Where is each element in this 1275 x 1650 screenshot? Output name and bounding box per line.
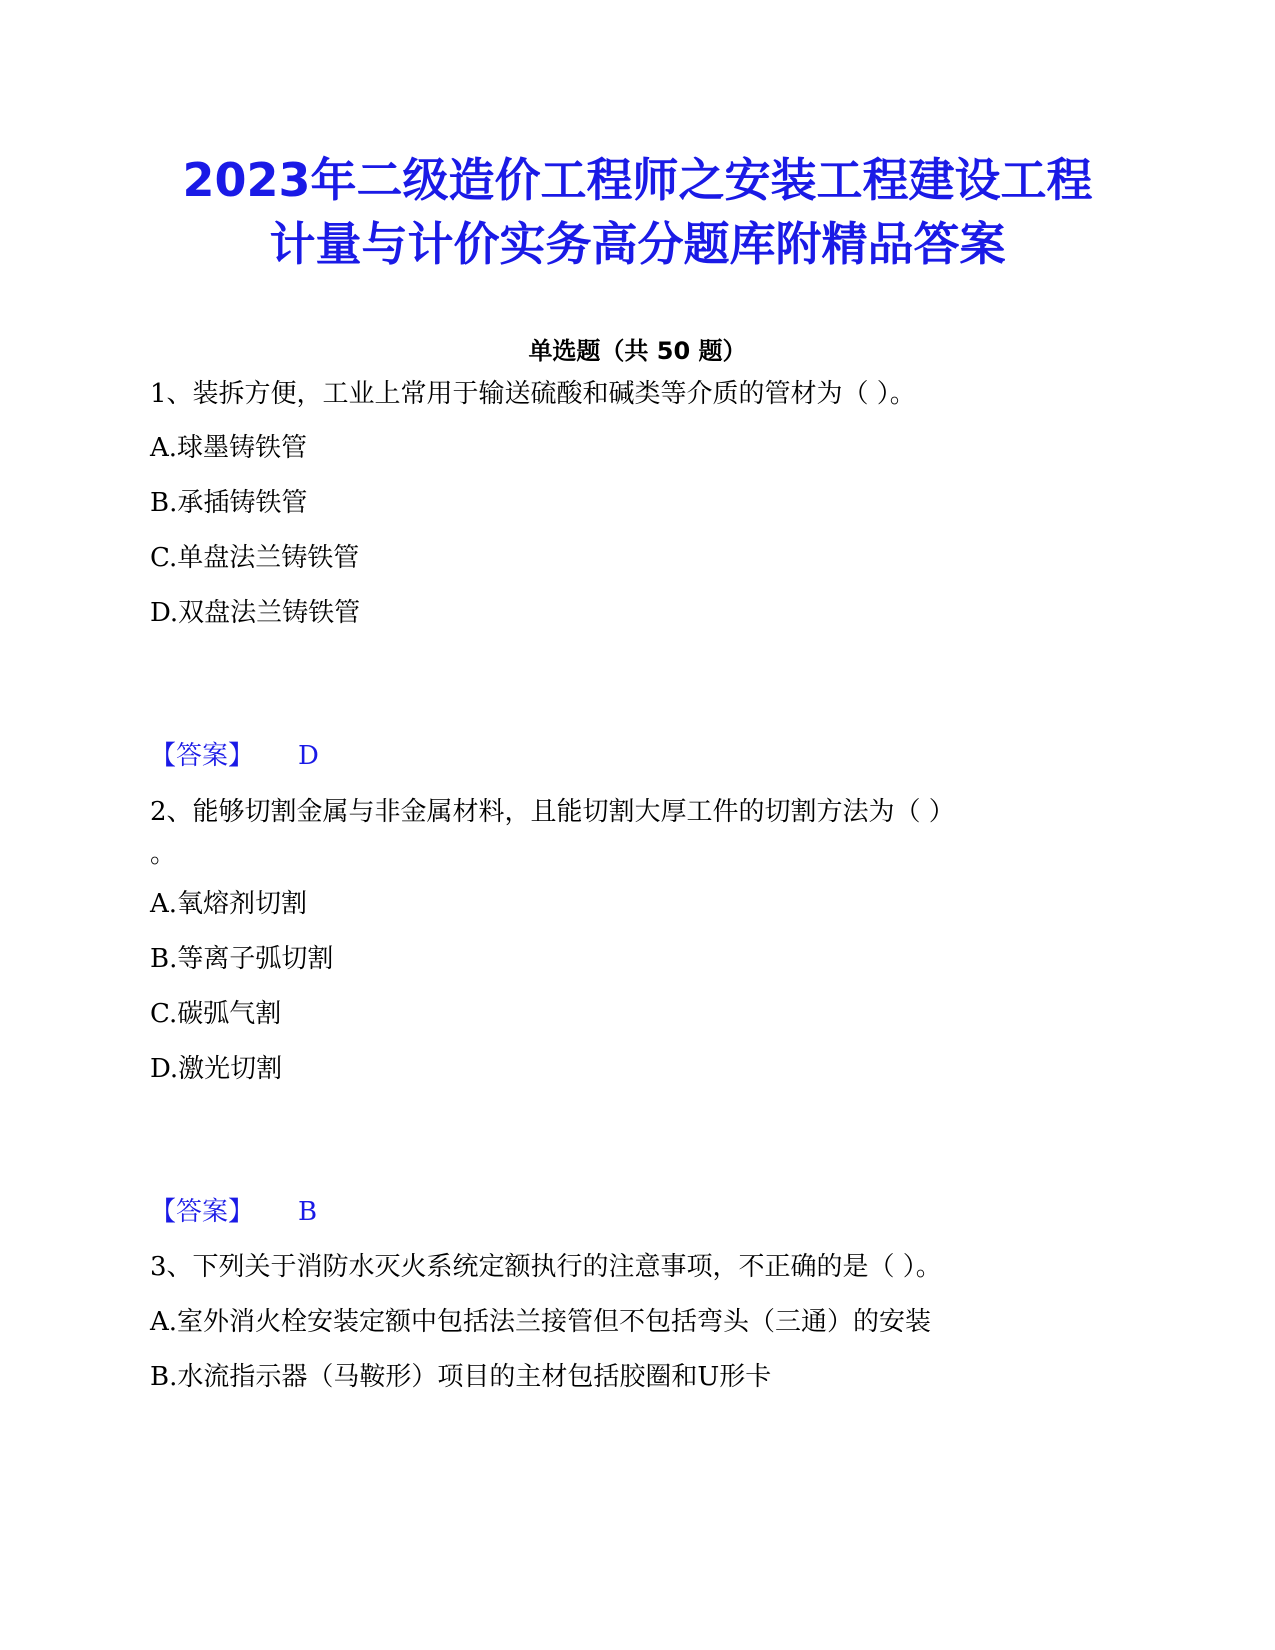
question-1-option-b: B.承插铸铁管: [150, 488, 308, 518]
question-3-option-a: A.室外消火栓安装定额中包括法兰接管但不包括弯头（三通）的安装: [150, 1307, 932, 1337]
question-1-answer: [150, 738, 319, 774]
question-1-option-d: D.双盘法兰铸铁管: [150, 598, 361, 628]
question-2-option-c: C.碳弧气割: [150, 999, 282, 1029]
answer-value: D: [298, 741, 319, 771]
answer-value: B: [298, 1197, 318, 1227]
section-heading: 单选题（共 50 题）: [528, 337, 747, 365]
question-2-answer: [150, 1194, 317, 1230]
question-1-option-c: C.单盘法兰铸铁管: [150, 543, 360, 573]
question-1-stem: 1、装拆方便，工业上常用于输送硫酸和碱类等介质的管材为（ ）。: [150, 379, 916, 409]
question-3-option-b: B.水流指示器（马鞍形）项目的主材包括胶圈和U形卡: [150, 1362, 772, 1392]
question-1-option-a: A.球墨铸铁管: [150, 433, 308, 463]
question-3-stem: 3、下列关于消防水灭火系统定额执行的注意事项，不正确的是（ ）。: [150, 1252, 942, 1282]
document-title: [60, 148, 1215, 276]
answer-label: 【答案】: [150, 741, 255, 771]
question-2-option-d: D.激光切割: [150, 1054, 283, 1084]
question-2-option-b: B.等离子弧切割: [150, 944, 334, 974]
title-line-2: 计量与计价实务高分题库附精品答案: [269, 217, 1006, 271]
title-line-1: 2023年二级造价工程师之安装工程建设工程: [182, 153, 1093, 207]
answer-label: 【答案】: [150, 1197, 255, 1227]
question-2-stem-continued: 。: [150, 839, 177, 869]
question-2-option-a: A.氧熔剂切割: [150, 889, 308, 919]
question-2-stem: 2、能够切割金属与非金属材料，且能切割大厚工件的切割方法为（ ）: [150, 797, 955, 827]
